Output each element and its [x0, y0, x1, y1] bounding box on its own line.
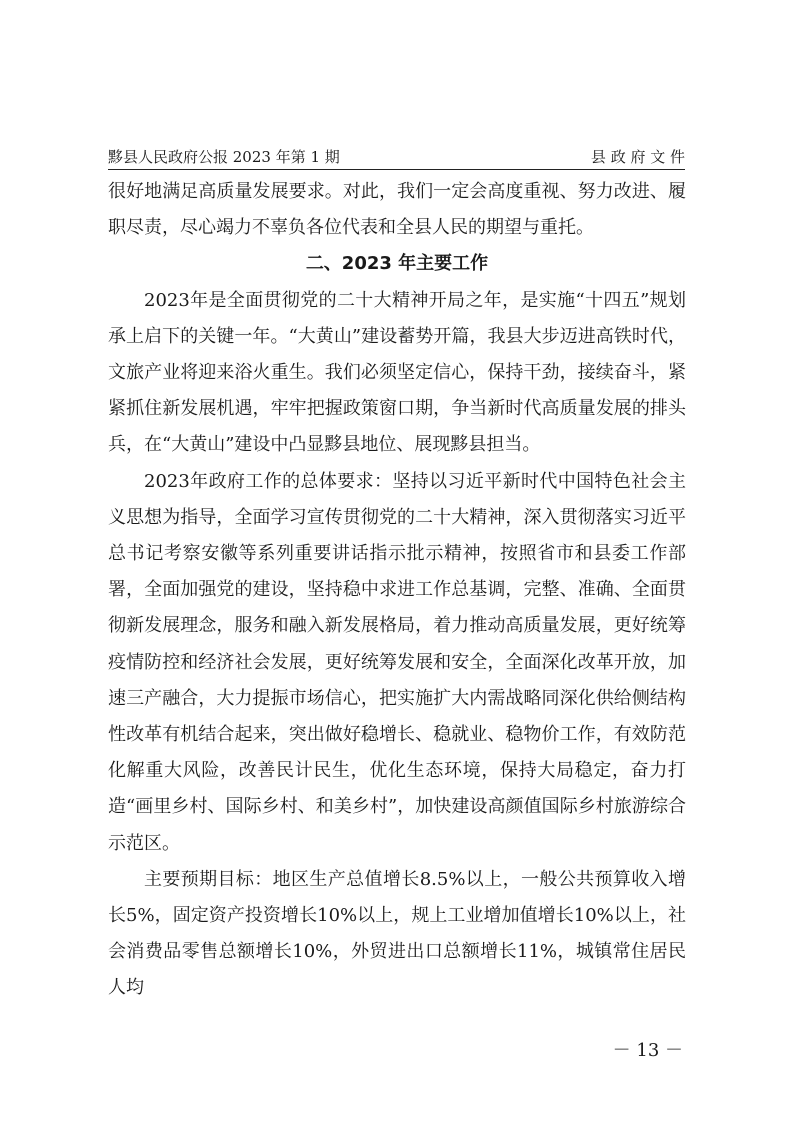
section-heading: 二、2023 年主要工作 — [305, 253, 489, 275]
section-category-label: 县 政 府 文 件 — [590, 148, 685, 166]
body-paragraph: 2023年政府工作的总体要求：坚持以习近平新时代中国特色社会主义思想为指导，全面学习宣传贯彻党的二十大精神，深入贯彻落实习近平总书记考察安徽等系列重要讲话指示批示精神，按照省市和县委工作部署，全面加强党的建设，坚持稳中求进工作总基调，完整、准确、全面贯彻新发展理念，服务和融入新发展格局，着力推动高质量发展，更好统筹疫情防控和经济社会发展，更好统筹发展和安全，全面深化改革开放，加速三产融合，大力提振市场信心，把实施扩大内需战略同深化供给侧结构性改革有机结合起来，突出做好稳增长、稳就业、稳物价工作，有效防范化解重大风险，改善民计民生，优化生态环境，保持大局稳定，奋力打造“画里乡村、国际乡村、和美乡村”，加快建设高颜值国际乡村旅游综合示范区。 — [108, 470, 686, 854]
body-paragraph: 2023年是全面贯彻党的二十大精神开局之年，是实施“十四五”规划承上启下的关键一年。“大黄山”建设蓄势开篇，我县大步迈进高铁时代，文旅产业将迎来浴火重生。我们必须坚定信心，保持干劲，接续奋斗，紧紧抓住新发展机遇，牢牢把握政策窗口期，争当新时代高质量发展的排头兵，在“大黄山”建设中凸显黟县地位、展现黟县担当。 — [108, 289, 686, 456]
page-body — [108, 174, 686, 1007]
gazette-issue-label: 黟县人民政府公报 2023 年第 1 期 — [108, 148, 340, 166]
body-paragraph: 主要预期目标：地区生产总值增长8.5%以上，一般公共预算收入增长5%，固定资产投资增长10%以上，规上工业增加值增长10%以上，社会消费品零售总额增长10%，外贸进出口总额增长11%，城镇常住居民人均 — [108, 868, 686, 999]
header-divider — [108, 169, 685, 170]
running-header — [108, 139, 685, 167]
continuation-paragraph: 很好地满足高质量发展要求。对此，我们一定会高度重视、努力改进、履职尽责，尽心竭力不辜负各位代表和全县人民的期望与重托。 — [108, 181, 686, 239]
page-number: － 13 － — [612, 1040, 683, 1061]
